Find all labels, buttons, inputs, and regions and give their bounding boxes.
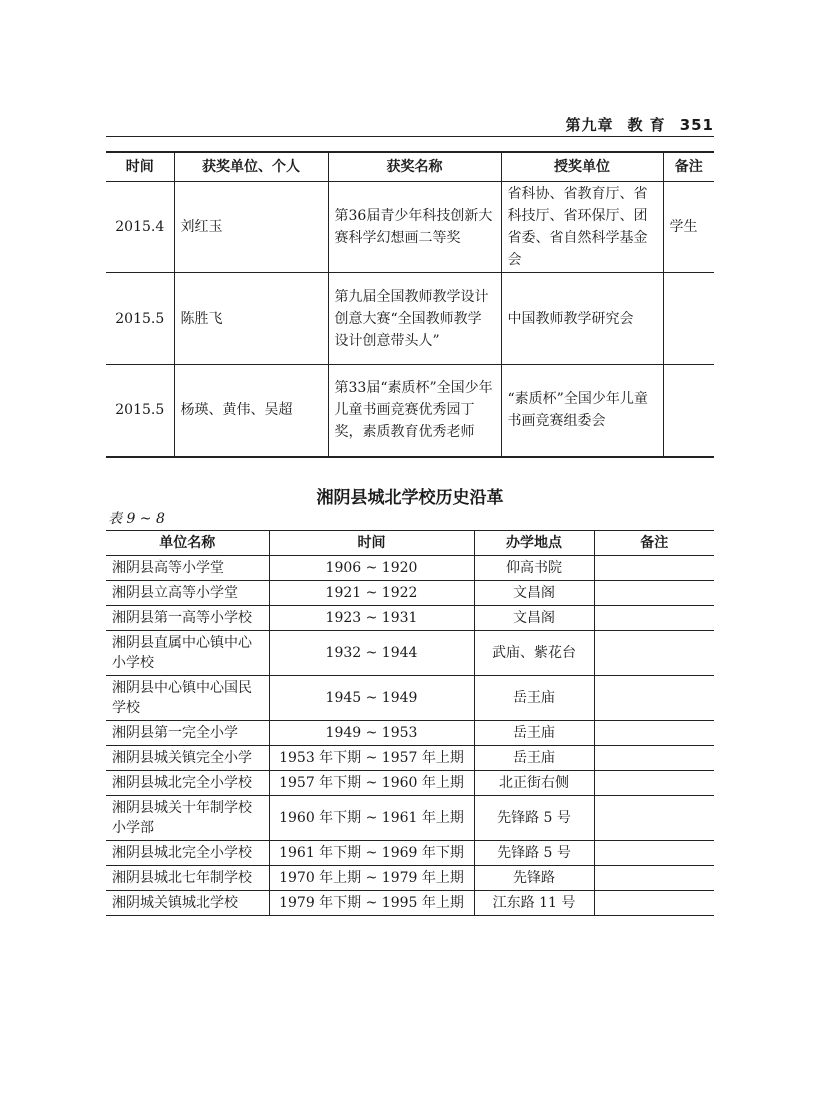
cell-unit-name: 湘阴县城关十年制学校小学部 <box>106 796 269 841</box>
cell-remarks <box>594 796 714 841</box>
cell-period: 1960 年下期 ~ 1961 年上期 <box>269 796 474 841</box>
cell-winner: 刘红玉 <box>174 182 328 273</box>
cell-winner: 杨瑛、黄伟、吴超 <box>174 365 328 457</box>
cell-period: 1957 年下期 ~ 1960 年上期 <box>269 771 474 796</box>
cell-location: 北正街右侧 <box>474 771 594 796</box>
page-number: 351 <box>679 116 714 134</box>
header-unit-name: 单位名称 <box>106 531 269 556</box>
cell-location: 江东路 11 号 <box>474 891 594 916</box>
header-period: 时间 <box>269 531 474 556</box>
cell-grantor: 中国教师教学研究会 <box>501 273 663 365</box>
cell-location: 先锋路 <box>474 866 594 891</box>
cell-unit-name: 湘阴县立高等小学堂 <box>106 581 269 606</box>
cell-note <box>663 365 714 457</box>
cell-winner: 陈胜飞 <box>174 273 328 365</box>
cell-grantor: “素质杯”全国少年儿童书画竞赛组委会 <box>501 365 663 457</box>
table-row <box>106 796 714 841</box>
cell-unit-name: 湘阴县城关镇完全小学 <box>106 746 269 771</box>
table-number: 表 9 ~ 8 <box>108 511 165 527</box>
cell-location: 文昌阁 <box>474 581 594 606</box>
header-note: 备注 <box>663 152 714 182</box>
cell-location: 岳王庙 <box>474 746 594 771</box>
chapter-title: 教 育 <box>627 116 666 134</box>
cell-award: 第33届“素质杯”全国少年儿童书画竞赛优秀园丁奖，素质教育优秀老师 <box>328 365 501 457</box>
header-grantor: 授奖单位 <box>501 152 663 182</box>
cell-period: 1949 ~ 1953 <box>269 721 474 746</box>
cell-period: 1970 年上期 ~ 1979 年上期 <box>269 866 474 891</box>
cell-period: 1921 ~ 1922 <box>269 581 474 606</box>
awards-table <box>106 151 714 458</box>
table-row <box>106 365 714 457</box>
cell-period: 1953 年下期 ~ 1957 年上期 <box>269 746 474 771</box>
cell-location: 岳王庙 <box>474 676 594 721</box>
cell-unit-name: 湘阴县第一完全小学 <box>106 721 269 746</box>
header-rule <box>106 136 714 137</box>
cell-note <box>663 273 714 365</box>
header-time: 时间 <box>106 152 174 182</box>
cell-remarks <box>594 841 714 866</box>
cell-remarks <box>594 606 714 631</box>
cell-location: 文昌阁 <box>474 606 594 631</box>
cell-period: 1906 ~ 1920 <box>269 556 474 581</box>
cell-award: 第36届青少年科技创新大赛科学幻想画二等奖 <box>328 182 501 273</box>
cell-award: 第九届全国教师教学设计创意大赛“全国教师教学设计创意带头人” <box>328 273 501 365</box>
history-table <box>106 530 714 916</box>
cell-location: 仰高书院 <box>474 556 594 581</box>
table-row <box>106 891 714 916</box>
awards-header-row <box>106 152 714 182</box>
cell-unit-name: 湘阴县直属中心镇中心小学校 <box>106 631 269 676</box>
cell-unit-name: 湘阴县城北完全小学校 <box>106 841 269 866</box>
history-header-row <box>106 531 714 556</box>
running-head <box>106 114 714 135</box>
table-row <box>106 273 714 365</box>
cell-remarks <box>594 771 714 796</box>
cell-unit-name: 湘阴县城北完全小学校 <box>106 771 269 796</box>
cell-period: 1961 年下期 ~ 1969 年下期 <box>269 841 474 866</box>
cell-unit-name: 湘阴县城北七年制学校 <box>106 866 269 891</box>
table-row <box>106 182 714 273</box>
cell-unit-name: 湘阴城关镇城北学校 <box>106 891 269 916</box>
table-row <box>106 556 714 581</box>
table-row <box>106 866 714 891</box>
cell-note: 学生 <box>663 182 714 273</box>
cell-remarks <box>594 721 714 746</box>
cell-location: 先锋路 5 号 <box>474 796 594 841</box>
table-row <box>106 676 714 721</box>
cell-remarks <box>594 746 714 771</box>
chapter-label: 第九章 <box>565 116 614 134</box>
table-row <box>106 581 714 606</box>
header-remarks: 备注 <box>594 531 714 556</box>
table-row <box>106 606 714 631</box>
cell-remarks <box>594 891 714 916</box>
cell-unit-name: 湘阴县高等小学堂 <box>106 556 269 581</box>
header-award: 获奖名称 <box>328 152 501 182</box>
cell-remarks <box>594 676 714 721</box>
header-winner: 获奖单位、个人 <box>174 152 328 182</box>
cell-unit-name: 湘阴县第一高等小学校 <box>106 606 269 631</box>
cell-remarks <box>594 556 714 581</box>
cell-location: 武庙、紫花台 <box>474 631 594 676</box>
table-row <box>106 631 714 676</box>
table-row <box>106 841 714 866</box>
cell-period: 1979 年下期 ~ 1995 年上期 <box>269 891 474 916</box>
cell-grantor: 省科协、省教育厅、省科技厅、省环保厅、团省委、省自然科学基金会 <box>501 182 663 273</box>
header-location: 办学地点 <box>474 531 594 556</box>
cell-unit-name: 湘阴县中心镇中心国民学校 <box>106 676 269 721</box>
cell-location: 岳王庙 <box>474 721 594 746</box>
table-row <box>106 721 714 746</box>
cell-remarks <box>594 866 714 891</box>
cell-period: 1932 ~ 1944 <box>269 631 474 676</box>
cell-period: 1945 ~ 1949 <box>269 676 474 721</box>
cell-time: 2015.5 <box>106 273 174 365</box>
cell-remarks <box>594 581 714 606</box>
cell-remarks <box>594 631 714 676</box>
cell-time: 2015.4 <box>106 182 174 273</box>
section-title: 湘阴县城北学校历史沿革 <box>316 488 504 508</box>
cell-time: 2015.5 <box>106 365 174 457</box>
cell-location: 先锋路 5 号 <box>474 841 594 866</box>
cell-period: 1923 ~ 1931 <box>269 606 474 631</box>
table-row <box>106 746 714 771</box>
table-row <box>106 771 714 796</box>
